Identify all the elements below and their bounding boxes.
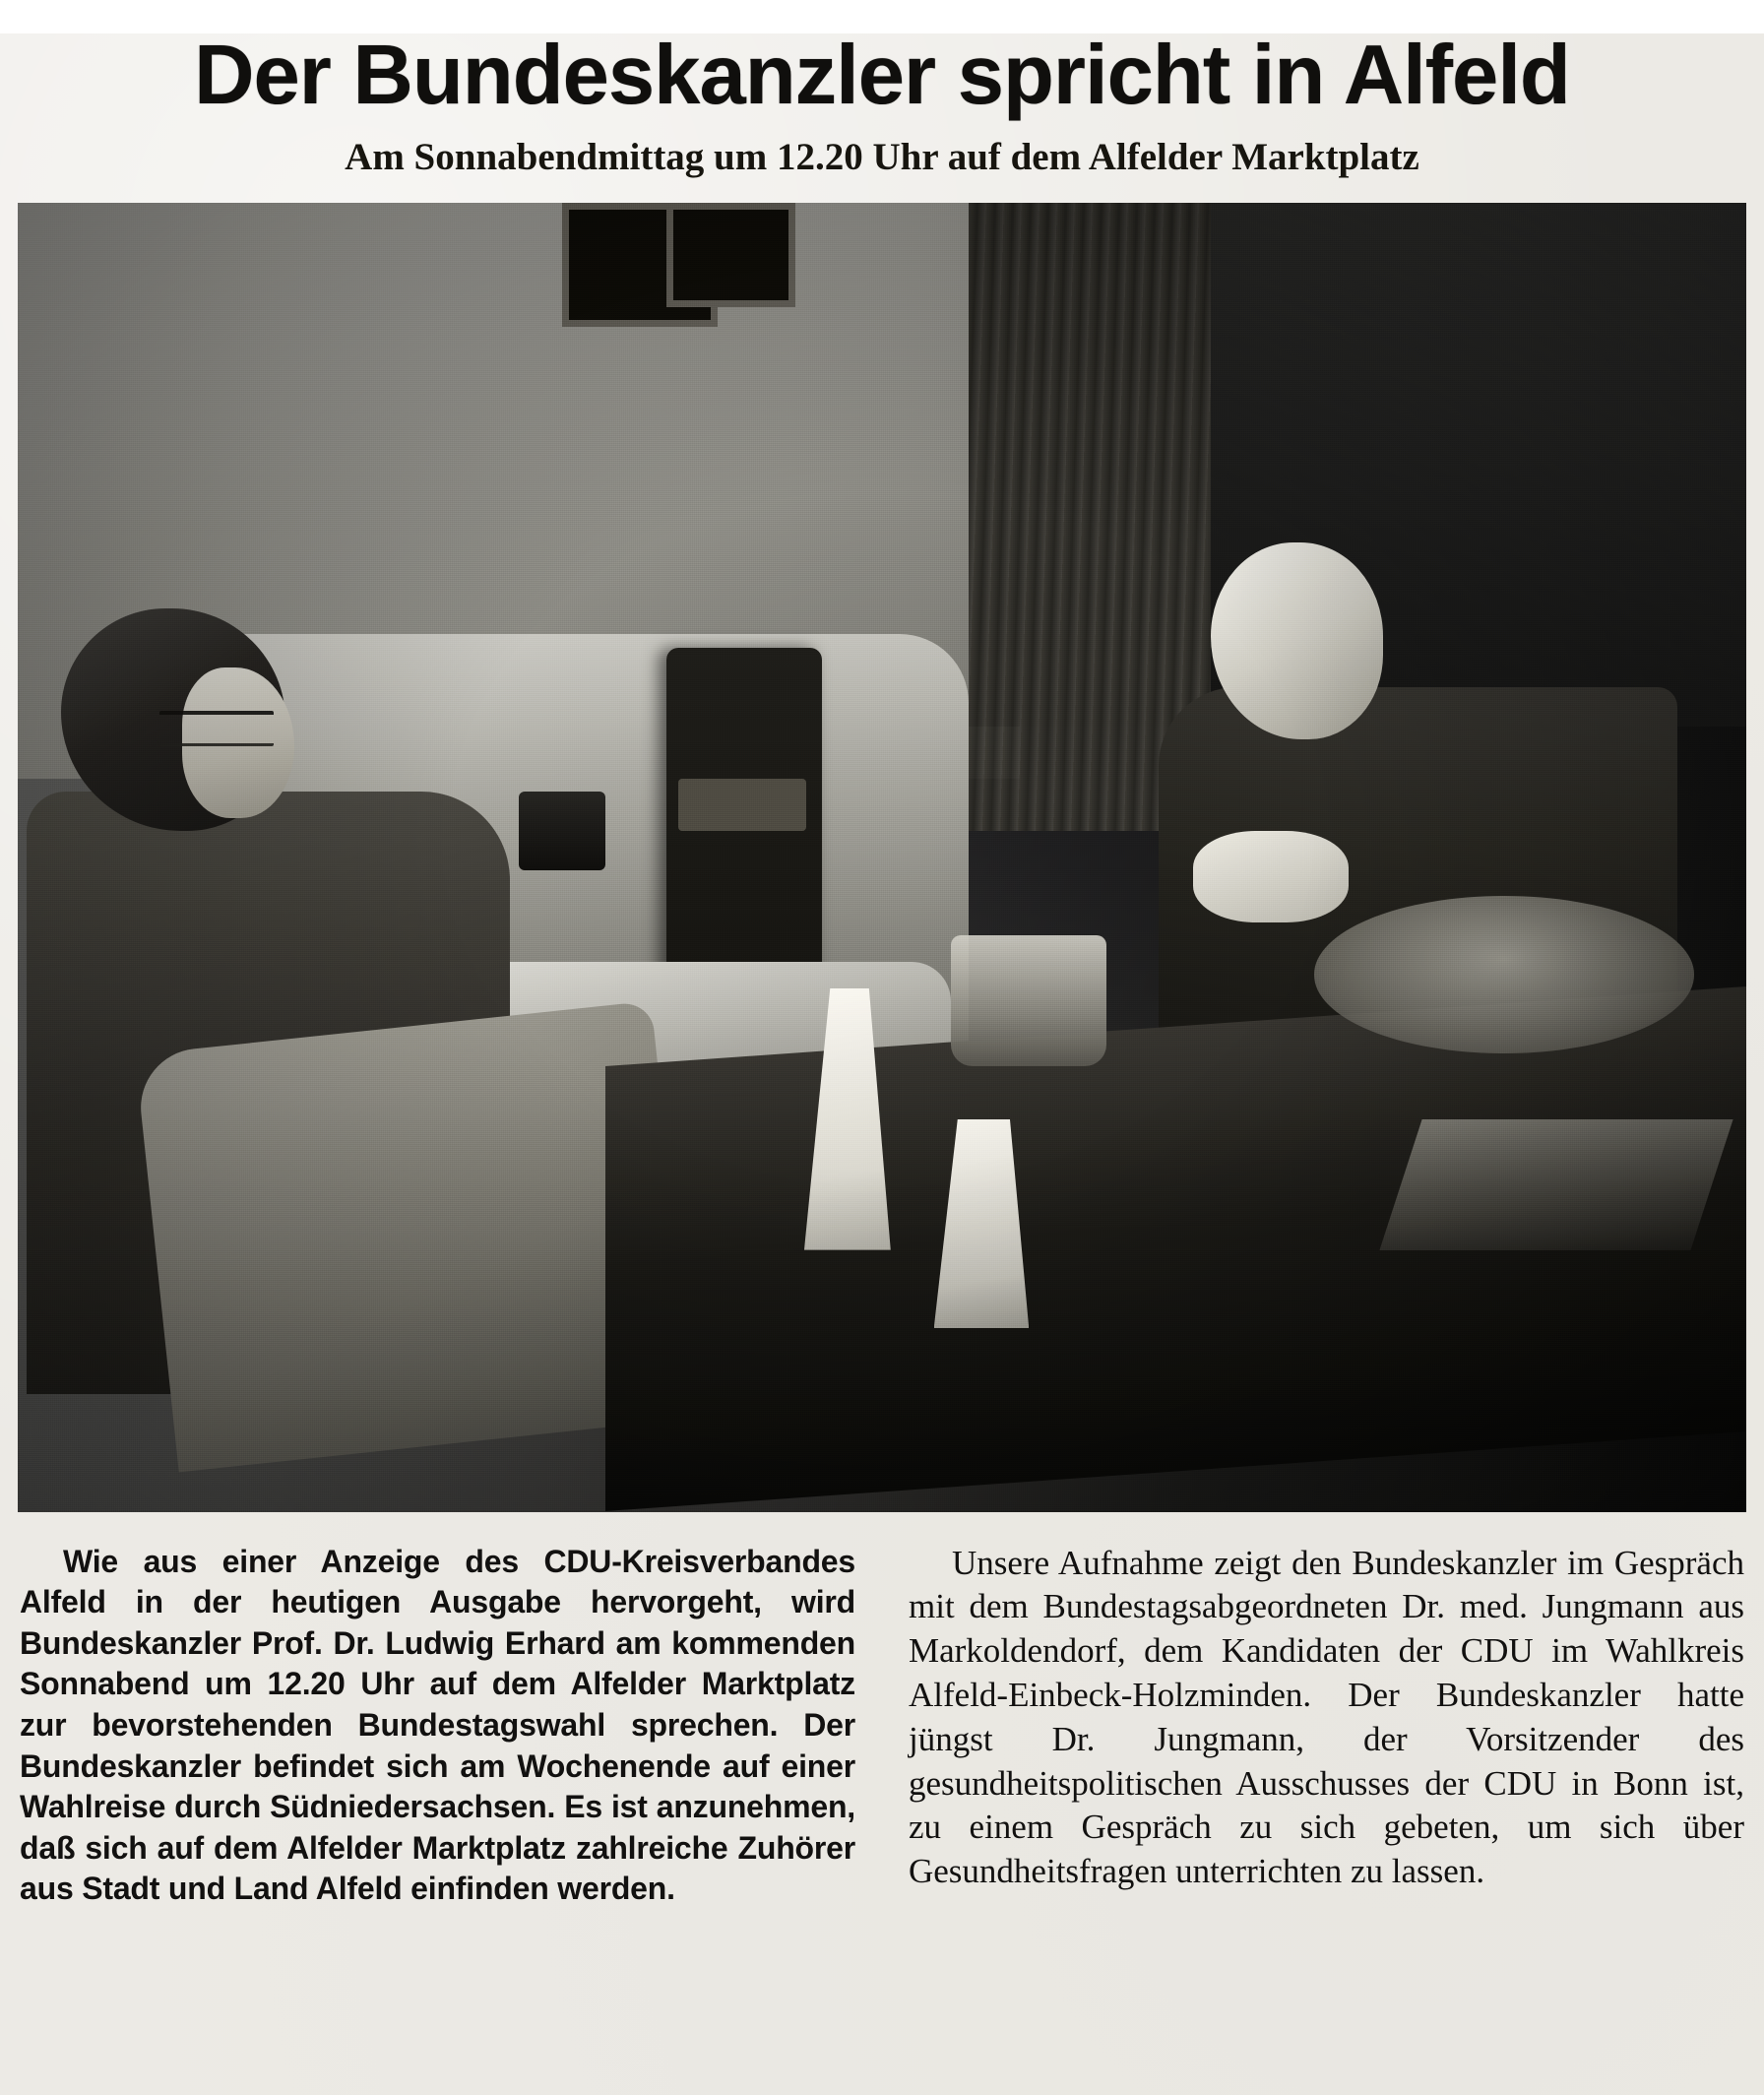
photo-lamp [519,792,605,870]
article-column-left [20,1542,855,1910]
page-subtitle: Am Sonnabendmittag um 12.20 Uhr auf dem Alfelder Marktplatz [345,135,1419,178]
newspaper-page [0,29,1764,2095]
photo-bowl [951,935,1106,1066]
photo-chair-slat [678,779,806,831]
article-text-right: Unsere Aufnahme zeigt den Bundeskanzler im Gespräch mit dem Bundestagsabgeordneten Dr. med. Jungmann aus Markoldendorf, dem Kandidaten der CDU im Wahlkreis Alfeld-Einbeck-Holzminden. Der Bundeskanzler hatte jüngst Dr. Jungmann, der Vorsitzender des gesundheitspolitischen Ausschusses der CDU in Bonn ist, zu einem Gespräch zu sich gebeten, um sich über Gesundheitsfragen unterrichten zu lassen. [909,1543,1744,1891]
article-column-right [909,1542,1744,1910]
photo-man-right-hands [1193,831,1349,922]
article-paragraph-left [20,1542,855,1910]
article-photo [18,203,1746,1512]
article-body [20,1542,1744,1910]
photo-tray [1379,1119,1732,1250]
article-paragraph-right [909,1542,1744,1894]
photo-plate [1314,896,1694,1053]
photo-picture-frame-two [666,203,796,307]
article-text-left: Wie aus einer Anzeige des CDU-Kreisverbandes Alfeld in der heutigen Ausgabe hervorgeht, wird Bundeskanzler Prof. Dr. Ludwig Erhard am kommenden Sonnabend um 12.20 Uhr auf dem Alfelder Marktplatz zur bevorstehenden Bundestagswahl sprechen. Der Bundeskanzler befindet sich am Wochenende auf einer Wahlreise durch Südniedersachsen. Es ist anzunehmen, daß sich auf dem Alfelder Marktplatz zahlreiche Zuhörer aus Stadt und Land Alfeld einfinden werden. [20,1543,855,1907]
photo-scene [18,203,1746,1512]
page-title: Der Bundeskanzler spricht in Alfeld [194,29,1570,122]
photo-glasses [159,711,274,746]
